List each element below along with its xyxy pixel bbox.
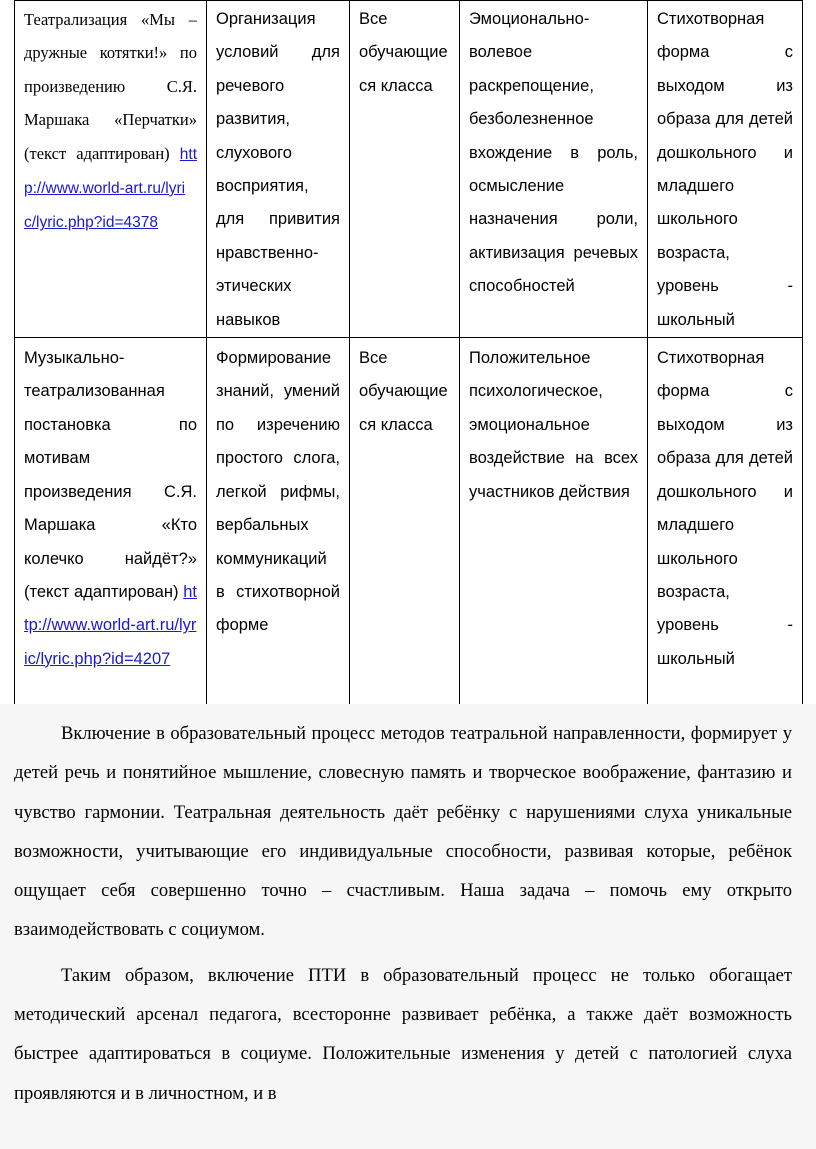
goal-cell: Организация условий для речевого развития, слухового восприятия, для привития нравственно-этических навыков [207, 1, 350, 338]
body-text [0, 704, 816, 1149]
participants-cell: Все обучающиеся класса [350, 1, 460, 338]
paragraph: Включение в образовательный процесс методов театральной направленности, формирует у детей речь и понятийное мышление, словесную память и творческое воображение, фантазию и чувство гармонии. Театральная деятельность даёт ребёнку с нарушениями слуха уникальные возможности, учитывающие его индивидуальные способности, развивая которые, ребёнок ощущает себя совершенно точно – счастливым. Наша задача – помочь ему открыто взаимодействовать с социумом. [14, 723, 792, 941]
form-cell: Стихотворная форма с выходом из образа для детей дошкольного и младшего школьного возраста, уровень - школьный [648, 1, 803, 338]
table-row [15, 1, 803, 338]
table-row [15, 338, 803, 717]
event-link[interactable]: http://www.world-art.ru/lyric/lyric.php?id=4378 [24, 145, 197, 232]
effect-cell: Положительное психологическое, эмоциональное воздействие на всех участников действия [460, 338, 648, 717]
effect-cell: Эмоционально-волевое раскрепощение, безболезненное вхождение в роль, осмысление назначения роли, активизация речевых способностей [460, 1, 648, 338]
form-cell: Стихотворная форма с выходом из образа для детей дошкольного и младшего школьного возраста, уровень - школьный [648, 338, 803, 717]
event-cell [15, 1, 207, 338]
event-cell [15, 338, 207, 717]
goal-cell: Формирование знаний, умений по изречению простого слога, легкой рифмы, вербальных коммуникаций в стихотворной форме [207, 338, 350, 717]
events-table [14, 0, 803, 717]
participants-cell: Все обучающиеся класса [350, 338, 460, 717]
event-title: Музыкально-театрализованная постановка по мотивам произведения С.Я. Маршака «Кто колечко найдёт?» (текст адаптирован) [24, 349, 197, 601]
paragraph: Таким образом, включение ПТИ в образовательный процесс не только обогащает методический арсенал педагога, всесторонне развивает ребёнка, а также даёт возможность быстрее адаптироваться в социуме. Положительные изменения у детей с патологией слуха проявляются и в личностном, и в [14, 964, 792, 1104]
event-link[interactable]: http://www.world-art.ru/lyric/lyric.php?id=4207 [24, 582, 197, 668]
event-title: Театрализация «Мы – дружные котятки!» по произведению С.Я. Маршака «Перчатки» (текст адаптирован) [24, 10, 197, 163]
